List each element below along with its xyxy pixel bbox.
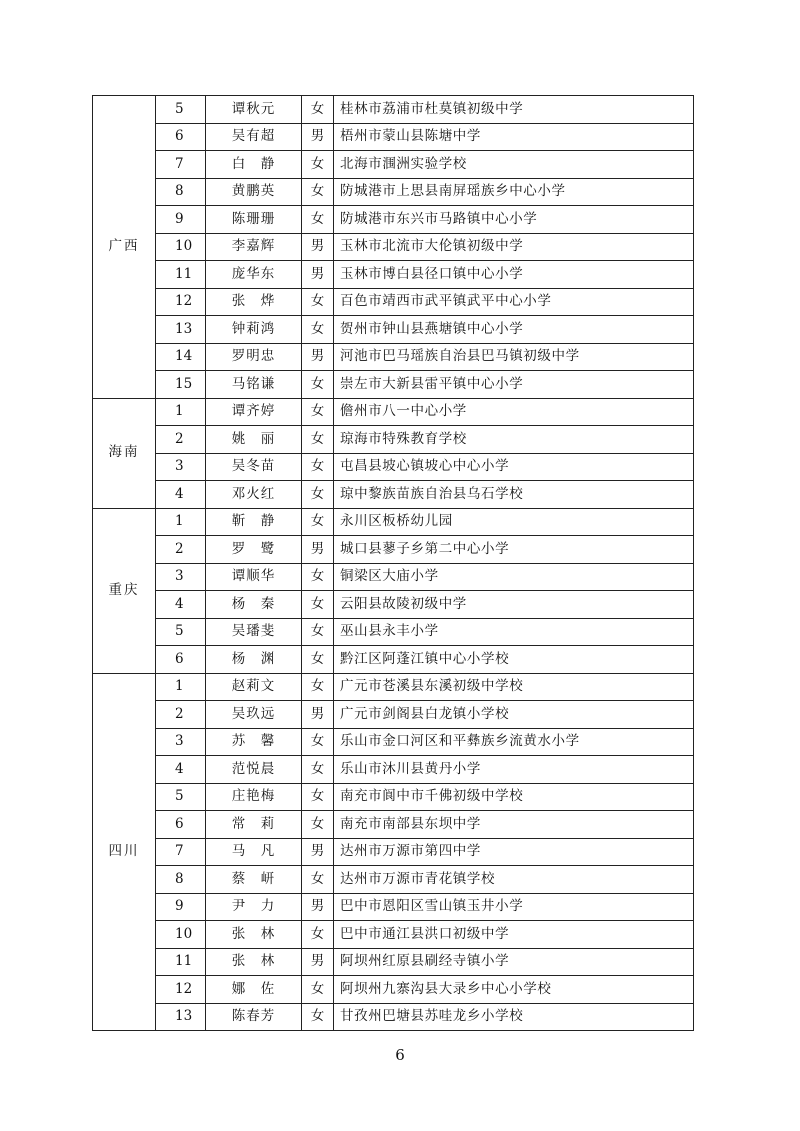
table-row [93, 976, 694, 1004]
province-cell: 海南 [93, 398, 156, 508]
page-number: 6 [395, 1046, 405, 1064]
school-cell: 百色市靖西市武平镇武平中心小学 [334, 288, 694, 316]
gender-cell: 女 [302, 976, 334, 1004]
school-cell: 屯昌县坡心镇坡心中心小学 [334, 453, 694, 481]
name-cell: 张 烨 [206, 288, 302, 316]
number-cell: 10 [156, 921, 206, 949]
school-cell: 儋州市八一中心小学 [334, 398, 694, 426]
table-row [93, 646, 694, 674]
table-row [93, 343, 694, 371]
school-cell: 崇左市大新县雷平镇中心小学 [334, 371, 694, 399]
school-cell: 永川区板桥幼儿园 [334, 508, 694, 536]
gender-cell: 女 [302, 426, 334, 454]
gender-cell: 女 [302, 646, 334, 674]
table-row [93, 96, 694, 124]
school-cell: 北海市涠洲实验学校 [334, 151, 694, 179]
name-cell: 钟莉鸿 [206, 316, 302, 344]
name-cell: 罗明忠 [206, 343, 302, 371]
name-cell: 张 林 [206, 921, 302, 949]
number-cell: 5 [156, 618, 206, 646]
table-row [93, 811, 694, 839]
awardee-table-body [93, 96, 694, 1031]
table-row [93, 536, 694, 564]
name-cell: 赵莉文 [206, 673, 302, 701]
name-cell: 蔡 岍 [206, 866, 302, 894]
name-cell: 谭顺华 [206, 563, 302, 591]
school-cell: 甘孜州巴塘县苏哇龙乡小学校 [334, 1003, 694, 1031]
school-cell: 贺州市钟山县燕塘镇中心小学 [334, 316, 694, 344]
gender-cell: 男 [302, 536, 334, 564]
name-cell: 庄艳梅 [206, 783, 302, 811]
number-cell: 6 [156, 811, 206, 839]
gender-cell: 女 [302, 316, 334, 344]
gender-cell: 女 [302, 151, 334, 179]
number-cell: 7 [156, 151, 206, 179]
number-cell: 11 [156, 948, 206, 976]
number-cell: 9 [156, 893, 206, 921]
gender-cell: 女 [302, 591, 334, 619]
school-cell: 达州市万源市青花镇学校 [334, 866, 694, 894]
gender-cell: 男 [302, 123, 334, 151]
table-row [93, 371, 694, 399]
number-cell: 15 [156, 371, 206, 399]
number-cell: 4 [156, 591, 206, 619]
school-cell: 玉林市北流市大伦镇初级中学 [334, 233, 694, 261]
school-cell: 南充市南部县东坝中学 [334, 811, 694, 839]
gender-cell: 女 [302, 178, 334, 206]
number-cell: 14 [156, 343, 206, 371]
name-cell: 靳 静 [206, 508, 302, 536]
table-row [93, 1003, 694, 1031]
number-cell: 5 [156, 96, 206, 124]
table-row [93, 316, 694, 344]
gender-cell: 男 [302, 948, 334, 976]
gender-cell: 女 [302, 866, 334, 894]
table-row [93, 893, 694, 921]
name-cell: 陈珊珊 [206, 206, 302, 234]
school-cell: 桂林市荔浦市杜莫镇初级中学 [334, 96, 694, 124]
province-cell: 广西 [93, 96, 156, 399]
gender-cell: 女 [302, 563, 334, 591]
gender-cell: 女 [302, 96, 334, 124]
table-row [93, 838, 694, 866]
number-cell: 1 [156, 398, 206, 426]
name-cell: 杨 渊 [206, 646, 302, 674]
name-cell: 黄鹏英 [206, 178, 302, 206]
school-cell: 黔江区阿蓬江镇中心小学校 [334, 646, 694, 674]
school-cell: 河池市巴马瑶族自治县巴马镇初级中学 [334, 343, 694, 371]
name-cell: 庞华东 [206, 261, 302, 289]
school-cell: 云阳县故陵初级中学 [334, 591, 694, 619]
number-cell: 4 [156, 756, 206, 784]
number-cell: 10 [156, 233, 206, 261]
number-cell: 5 [156, 783, 206, 811]
name-cell: 姚 丽 [206, 426, 302, 454]
table-row [93, 563, 694, 591]
name-cell: 陈春芳 [206, 1003, 302, 1031]
table-row [93, 261, 694, 289]
gender-cell: 女 [302, 398, 334, 426]
name-cell: 罗 鹭 [206, 536, 302, 564]
school-cell: 巴中市通江县洪口初级中学 [334, 921, 694, 949]
number-cell: 4 [156, 481, 206, 509]
gender-cell: 女 [302, 481, 334, 509]
name-cell: 尹 力 [206, 893, 302, 921]
gender-cell: 男 [302, 261, 334, 289]
school-cell: 乐山市金口河区和平彝族乡流黄水小学 [334, 728, 694, 756]
number-cell: 6 [156, 123, 206, 151]
gender-cell: 女 [302, 206, 334, 234]
table-row [93, 151, 694, 179]
school-cell: 广元市剑阁县白龙镇小学校 [334, 701, 694, 729]
table-row [93, 921, 694, 949]
name-cell: 吴冬苗 [206, 453, 302, 481]
gender-cell: 女 [302, 756, 334, 784]
gender-cell: 女 [302, 508, 334, 536]
table-row [93, 866, 694, 894]
number-cell: 2 [156, 536, 206, 564]
school-cell: 南充市阆中市千佛初级中学校 [334, 783, 694, 811]
name-cell: 谭齐婷 [206, 398, 302, 426]
name-cell: 谭秋元 [206, 96, 302, 124]
name-cell: 吴玖远 [206, 701, 302, 729]
school-cell: 玉林市博白县径口镇中心小学 [334, 261, 694, 289]
table-row [93, 178, 694, 206]
school-cell: 广元市苍溪县东溪初级中学校 [334, 673, 694, 701]
number-cell: 3 [156, 728, 206, 756]
table-row [93, 948, 694, 976]
number-cell: 6 [156, 646, 206, 674]
gender-cell: 女 [302, 618, 334, 646]
name-cell: 常 莉 [206, 811, 302, 839]
table-row [93, 453, 694, 481]
school-cell: 巴中市恩阳区雪山镇玉井小学 [334, 893, 694, 921]
table-row [93, 701, 694, 729]
school-cell: 琼海市特殊教育学校 [334, 426, 694, 454]
name-cell: 范悦晨 [206, 756, 302, 784]
name-cell: 李嘉辉 [206, 233, 302, 261]
province-cell: 四川 [93, 673, 156, 1031]
school-cell: 琼中黎族苗族自治县乌石学校 [334, 481, 694, 509]
table-row [93, 783, 694, 811]
table-row [93, 398, 694, 426]
table-row [93, 618, 694, 646]
name-cell: 马 凡 [206, 838, 302, 866]
name-cell: 邓火红 [206, 481, 302, 509]
number-cell: 1 [156, 508, 206, 536]
number-cell: 13 [156, 1003, 206, 1031]
name-cell: 苏 馨 [206, 728, 302, 756]
number-cell: 2 [156, 426, 206, 454]
table-row [93, 728, 694, 756]
gender-cell: 男 [302, 838, 334, 866]
table-row [93, 481, 694, 509]
number-cell: 7 [156, 838, 206, 866]
gender-cell: 男 [302, 701, 334, 729]
school-cell: 防城港市东兴市马路镇中心小学 [334, 206, 694, 234]
school-cell: 阿坝州九寨沟县大录乡中心小学校 [334, 976, 694, 1004]
table-row [93, 123, 694, 151]
number-cell: 12 [156, 976, 206, 1004]
table-row [93, 756, 694, 784]
number-cell: 3 [156, 453, 206, 481]
name-cell: 白 静 [206, 151, 302, 179]
school-cell: 铜梁区大庙小学 [334, 563, 694, 591]
table-row [93, 508, 694, 536]
gender-cell: 男 [302, 343, 334, 371]
gender-cell: 女 [302, 371, 334, 399]
gender-cell: 女 [302, 453, 334, 481]
name-cell: 杨 秦 [206, 591, 302, 619]
gender-cell: 女 [302, 783, 334, 811]
name-cell: 娜 佐 [206, 976, 302, 1004]
table-row [93, 426, 694, 454]
gender-cell: 男 [302, 893, 334, 921]
gender-cell: 女 [302, 288, 334, 316]
name-cell: 吴璠斐 [206, 618, 302, 646]
school-cell: 城口县蓼子乡第二中心小学 [334, 536, 694, 564]
gender-cell: 男 [302, 233, 334, 261]
school-cell: 乐山市沐川县黄丹小学 [334, 756, 694, 784]
number-cell: 12 [156, 288, 206, 316]
table-row [93, 206, 694, 234]
name-cell: 张 林 [206, 948, 302, 976]
school-cell: 梧州市蒙山县陈塘中学 [334, 123, 694, 151]
name-cell: 吴有超 [206, 123, 302, 151]
school-cell: 防城港市上思县南屏瑶族乡中心小学 [334, 178, 694, 206]
school-cell: 阿坝州红原县刷经寺镇小学 [334, 948, 694, 976]
number-cell: 1 [156, 673, 206, 701]
number-cell: 11 [156, 261, 206, 289]
school-cell: 巫山县永丰小学 [334, 618, 694, 646]
province-cell: 重庆 [93, 508, 156, 673]
number-cell: 9 [156, 206, 206, 234]
school-cell: 达州市万源市第四中学 [334, 838, 694, 866]
number-cell: 8 [156, 178, 206, 206]
number-cell: 13 [156, 316, 206, 344]
number-cell: 8 [156, 866, 206, 894]
gender-cell: 女 [302, 1003, 334, 1031]
table-row [93, 591, 694, 619]
awardee-table [92, 95, 694, 1031]
table-row [93, 233, 694, 261]
gender-cell: 女 [302, 728, 334, 756]
gender-cell: 女 [302, 673, 334, 701]
table-row [93, 673, 694, 701]
number-cell: 3 [156, 563, 206, 591]
name-cell: 马铭谦 [206, 371, 302, 399]
table-row [93, 288, 694, 316]
gender-cell: 女 [302, 811, 334, 839]
number-cell: 2 [156, 701, 206, 729]
gender-cell: 女 [302, 921, 334, 949]
